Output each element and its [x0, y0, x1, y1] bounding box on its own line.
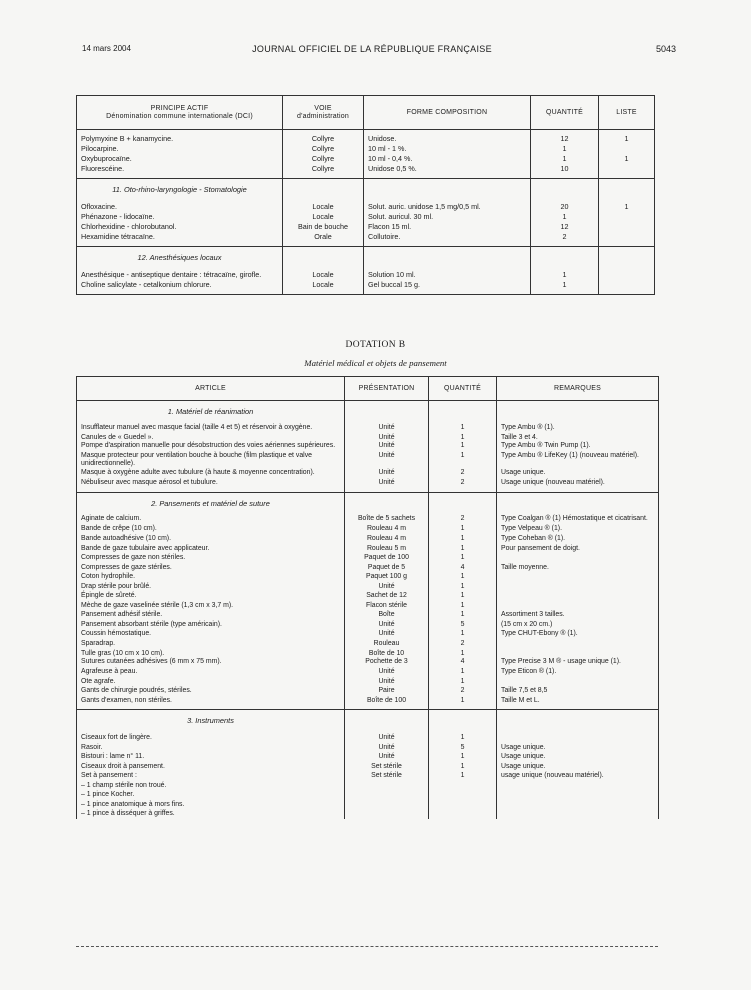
remarques-cell: Taille 3 et 4.	[497, 433, 659, 443]
article-cell: Sutures cutanées adhésives (6 mm x 75 mm).	[77, 658, 345, 667]
article-cell: – 1 pince Kocher.	[77, 790, 345, 800]
dotation-title: DOTATION B	[345, 340, 406, 350]
table-row	[77, 544, 659, 554]
presentation-cell	[345, 809, 429, 819]
article-cell: Nébuliseur avec masque aérosol et tubulure.	[77, 478, 345, 488]
remarques-cell: Usage unique.	[497, 469, 659, 478]
empty-cell	[345, 710, 429, 733]
table-row	[77, 610, 659, 620]
voie-cell: Locale	[283, 270, 364, 280]
remarques-cell	[497, 582, 659, 592]
empty-cell	[531, 247, 599, 271]
table-row	[77, 424, 659, 433]
table-row	[77, 658, 659, 667]
liste-cell	[599, 280, 655, 290]
table-row	[77, 232, 655, 242]
article-cell: Bande de crêpe (10 cm).	[77, 524, 345, 534]
section-row	[77, 710, 659, 733]
quantite-cell: 1	[429, 524, 497, 534]
presentation-cell: Boîte de 5 sachets	[345, 515, 429, 524]
col-forme: FORME COMPOSITION	[364, 96, 531, 130]
remarques-cell: Type Ambu ® LifeKey (1) (nouveau matériel).	[497, 452, 659, 469]
principe-cell: Choline salicylate - cetalkonium chlorure.	[77, 280, 283, 290]
table-row	[77, 809, 659, 819]
remarques-cell: Taille moyenne.	[497, 563, 659, 573]
remarques-cell	[497, 639, 659, 649]
table-row	[77, 534, 659, 544]
section-title-anesthesiques: 12. Anesthésiques locaux	[77, 247, 283, 271]
article-cell: Drap stérile pour brûlé.	[77, 582, 345, 592]
table-row	[77, 563, 659, 573]
quantite-cell: 1	[429, 677, 497, 687]
forme-cell: Collutoire.	[364, 232, 531, 242]
forme-cell: Unidose.	[364, 134, 531, 144]
table-row	[77, 452, 659, 469]
voie-cell: Locale	[283, 202, 364, 212]
principe-cell: Fluorescéine.	[77, 164, 283, 174]
empty-cell	[345, 492, 429, 515]
forme-cell: 10 ml - 0,4 %.	[364, 154, 531, 164]
presentation-cell	[345, 790, 429, 800]
remarques-cell: Usage unique.	[497, 752, 659, 762]
remarques-cell: usage unique (nouveau matériel).	[497, 771, 659, 781]
table-row	[77, 202, 655, 212]
article-cell: – 1 champ stérile non troué.	[77, 781, 345, 791]
table-row	[77, 478, 659, 488]
presentation-cell: Rouleau 4 m	[345, 534, 429, 544]
table-row	[77, 270, 655, 280]
principe-cell: Polymyxine B + kanamycine.	[77, 134, 283, 144]
col-remarques: REMARQUES	[497, 377, 659, 401]
empty-cell	[599, 290, 655, 295]
quantite-cell: 2	[429, 515, 497, 524]
presentation-cell: Boîte de 100	[345, 696, 429, 706]
quantite-cell: 1	[429, 733, 497, 743]
empty-cell	[497, 710, 659, 733]
liste-cell	[599, 232, 655, 242]
dotation-subtitle: Matériel médical et objets de pansement	[304, 358, 447, 368]
quantite-cell: 1	[429, 433, 497, 443]
empty-cell	[429, 710, 497, 733]
article-cell: Pansement adhésif stérile.	[77, 610, 345, 620]
empty-cell	[283, 179, 364, 203]
table-row	[77, 649, 659, 659]
quantite-cell: 1	[429, 762, 497, 772]
article-cell: – 1 pince anatomique à mors fins.	[77, 800, 345, 810]
section-title-reanimation: 1. Matériel de réanimation	[77, 401, 345, 424]
remarques-cell: Taille 7,5 et 8,5	[497, 686, 659, 696]
presentation-cell: Unité	[345, 424, 429, 433]
quantite-cell: 20	[531, 202, 599, 212]
section-title-pansements: 2. Pansements et matériel de suture	[77, 492, 345, 515]
voie-cell: Collyre	[283, 144, 364, 154]
presentation-cell: Unité	[345, 442, 429, 451]
presentation-cell: Unité	[345, 743, 429, 753]
remarques-cell: Type Eticon ® (1).	[497, 667, 659, 677]
article-cell: Pompe d'aspiration manuelle pour désobstruction des voies aériennes supérieures.	[77, 442, 345, 451]
table-row	[77, 222, 655, 232]
medication-table	[76, 95, 655, 295]
remarques-cell: Type Coheban ® (1).	[497, 534, 659, 544]
quantite-cell: 1	[429, 752, 497, 762]
presentation-cell: Boîte	[345, 610, 429, 620]
article-cell: Ciseaux fort de lingère.	[77, 733, 345, 743]
voie-cell: Locale	[283, 212, 364, 222]
presentation-cell: Rouleau	[345, 639, 429, 649]
empty-cell	[429, 401, 497, 424]
quantite-cell: 1	[429, 591, 497, 601]
quantite-cell: 1	[531, 280, 599, 290]
remarques-cell	[497, 601, 659, 611]
table-row	[77, 639, 659, 649]
table-row	[77, 212, 655, 222]
spacer-row	[77, 290, 655, 295]
liste-cell	[599, 164, 655, 174]
quantite-cell: 1	[429, 771, 497, 781]
section-row	[77, 179, 655, 203]
article-cell: Ote agrafe.	[77, 677, 345, 687]
presentation-cell: Unité	[345, 452, 429, 469]
table-row	[77, 667, 659, 677]
table-row	[77, 790, 659, 800]
forme-cell: Flacon 15 ml.	[364, 222, 531, 232]
presentation-cell: Pochette de 3	[345, 658, 429, 667]
table-row	[77, 686, 659, 696]
article-cell: Ciseaux droit à pansement.	[77, 762, 345, 772]
page-date: 14 mars 2004	[82, 44, 131, 53]
quantite-cell: 1	[429, 553, 497, 563]
table-row	[77, 696, 659, 706]
article-cell: Coussin hémostatique.	[77, 629, 345, 639]
article-cell: Tulle gras (10 cm x 10 cm).	[77, 649, 345, 659]
presentation-cell: Unité	[345, 677, 429, 687]
quantite-cell: 1	[429, 452, 497, 469]
presentation-cell: Unité	[345, 478, 429, 488]
quantite-cell: 4	[429, 658, 497, 667]
page-header	[82, 44, 676, 56]
principe-cell: Pilocarpine.	[77, 144, 283, 154]
article-cell: Mèche de gaze vaselinée stérile (1,3 cm x 3,7 m).	[77, 601, 345, 611]
quantite-cell: 1	[429, 534, 497, 544]
quantite-cell	[429, 800, 497, 810]
presentation-cell: Unité	[345, 667, 429, 677]
table-row	[77, 601, 659, 611]
section-row	[77, 401, 659, 424]
liste-cell	[599, 144, 655, 154]
empty-cell	[531, 179, 599, 203]
empty-cell	[364, 179, 531, 203]
principe-cell: Hexamidine tétracaïne.	[77, 232, 283, 242]
quantite-cell: 2	[429, 478, 497, 488]
remarques-cell	[497, 553, 659, 563]
table-row	[77, 134, 655, 144]
col-liste: LISTE	[599, 96, 655, 130]
quantite-cell: 5	[429, 620, 497, 630]
quantite-cell: 1	[531, 270, 599, 280]
empty-cell	[497, 401, 659, 424]
table-row	[77, 154, 655, 164]
remarques-cell: (15 cm x 20 cm.)	[497, 620, 659, 630]
article-cell: Compresses de gaze non stériles.	[77, 553, 345, 563]
table-row	[77, 524, 659, 534]
voie-cell: Collyre	[283, 154, 364, 164]
remarques-cell	[497, 800, 659, 810]
remarques-cell: Taille M et L.	[497, 696, 659, 706]
table-row	[77, 515, 659, 524]
quantite-cell: 2	[429, 639, 497, 649]
article-cell: Aginate de calcium.	[77, 515, 345, 524]
table-row	[77, 469, 659, 478]
article-cell: Masque à oxygène adulte avec tubulure (à haute & moyenne concentration).	[77, 469, 345, 478]
presentation-cell: Set stérile	[345, 771, 429, 781]
article-cell: Canules de « Guedel ».	[77, 433, 345, 443]
empty-cell	[364, 247, 531, 271]
article-cell: Set à pansement :	[77, 771, 345, 781]
voie-cell: Locale	[283, 280, 364, 290]
quantite-cell	[429, 790, 497, 800]
forme-cell: Unidose 0,5 %.	[364, 164, 531, 174]
table-row	[77, 164, 655, 174]
empty-cell	[77, 290, 283, 295]
table-row	[77, 629, 659, 639]
remarques-cell: Usage unique (nouveau matériel).	[497, 478, 659, 488]
quantite-cell	[429, 809, 497, 819]
table-row	[77, 280, 655, 290]
presentation-cell: Rouleau 5 m	[345, 544, 429, 554]
table-row	[77, 442, 659, 451]
table-row	[77, 800, 659, 810]
forme-cell: Gel buccal 15 g.	[364, 280, 531, 290]
liste-cell: 1	[599, 202, 655, 212]
table-row	[77, 620, 659, 630]
quantite-cell	[429, 781, 497, 791]
empty-cell	[599, 247, 655, 271]
remarques-cell: Assortiment 3 tailles.	[497, 610, 659, 620]
article-cell: – 1 pince à disséquer à griffes.	[77, 809, 345, 819]
quantite-cell: 4	[429, 563, 497, 573]
voie-cell: Collyre	[283, 164, 364, 174]
presentation-cell: Rouleau 4 m	[345, 524, 429, 534]
empty-cell	[283, 247, 364, 271]
liste-cell	[599, 212, 655, 222]
section-title-orl: 11. Oto-rhino-laryngologie - Stomatologie	[77, 179, 283, 203]
quantite-cell: 1	[531, 144, 599, 154]
forme-cell: Solut. auric. unidose 1,5 mg/0,5 ml.	[364, 202, 531, 212]
table-row	[77, 781, 659, 791]
presentation-cell: Boîte de 10	[345, 649, 429, 659]
presentation-cell: Paquet de 5	[345, 563, 429, 573]
remarques-cell: Type CHUT-Ebony ® (1).	[497, 629, 659, 639]
table-row	[77, 144, 655, 154]
table-row	[77, 572, 659, 582]
article-cell: Coton hydrophile.	[77, 572, 345, 582]
forme-cell: 10 ml - 1 %.	[364, 144, 531, 154]
article-cell: Bistouri : lame n° 11.	[77, 752, 345, 762]
remarques-cell	[497, 677, 659, 687]
col-article: ARTICLE	[77, 377, 345, 401]
presentation-cell: Unité	[345, 469, 429, 478]
quantite-cell: 1	[531, 154, 599, 164]
voie-cell: Bain de bouche	[283, 222, 364, 232]
journal-title: JOURNAL OFFICIEL DE LA RÉPUBLIQUE FRANÇAISE	[252, 44, 492, 54]
quantite-cell: 1	[429, 424, 497, 433]
presentation-cell: Unité	[345, 433, 429, 443]
article-cell: Sparadrap.	[77, 639, 345, 649]
quantite-cell: 1	[429, 629, 497, 639]
quantite-cell: 1	[429, 442, 497, 451]
page-number: 5043	[655, 44, 676, 54]
table-row	[77, 553, 659, 563]
header-principe-line1: PRINCIPE ACTIF	[150, 104, 209, 112]
article-cell: Agrafeuse à peau.	[77, 667, 345, 677]
presentation-cell: Unité	[345, 629, 429, 639]
quantite-cell: 12	[531, 222, 599, 232]
voie-cell: Orale	[283, 232, 364, 242]
presentation-cell	[345, 800, 429, 810]
quantite-cell: 2	[429, 469, 497, 478]
col-quantite-b: QUANTITÉ	[429, 377, 497, 401]
table-row	[77, 762, 659, 772]
table-row	[77, 771, 659, 781]
remarques-cell: Type Coalgan ® (1) Hémostatique et cicatrisant.	[497, 515, 659, 524]
table-row	[77, 591, 659, 601]
presentation-cell: Unité	[345, 752, 429, 762]
table-row	[77, 743, 659, 753]
principe-cell: Oxybuprocaïne.	[77, 154, 283, 164]
quantite-cell: 1	[429, 601, 497, 611]
principe-cell: Phénazone - lidocaïne.	[77, 212, 283, 222]
remarques-cell	[497, 591, 659, 601]
materiel-table	[76, 376, 659, 819]
forme-cell: Solution 10 ml.	[364, 270, 531, 280]
quantite-cell: 1	[429, 582, 497, 592]
remarques-cell: Type Ambu ® (1).	[497, 424, 659, 433]
remarques-cell: Usage unique.	[497, 743, 659, 753]
section-row	[77, 247, 655, 271]
table-row	[77, 582, 659, 592]
header-voie-line2: d'administration	[296, 112, 349, 120]
col-presentation: PRÉSENTATION	[345, 377, 429, 401]
presentation-cell: Unité	[345, 582, 429, 592]
section-row	[77, 492, 659, 515]
presentation-cell: Flacon stérile	[345, 601, 429, 611]
quantite-cell: 1	[429, 696, 497, 706]
remarques-cell	[497, 790, 659, 800]
quantite-cell: 1	[531, 212, 599, 222]
col-principe-actif	[77, 96, 283, 130]
article-cell: Bande autoadhésive (10 cm).	[77, 534, 345, 544]
section-title-instruments: 3. Instruments	[77, 710, 345, 733]
quantite-cell: 1	[429, 610, 497, 620]
remarques-cell: Type Precise 3 M ® - usage unique (1).	[497, 658, 659, 667]
col-voie	[283, 96, 364, 130]
presentation-cell	[345, 781, 429, 791]
quantite-cell: 12	[531, 134, 599, 144]
presentation-cell: Paire	[345, 686, 429, 696]
presentation-cell: Sachet de 12	[345, 591, 429, 601]
remarques-cell: Type Velpeau ® (1).	[497, 524, 659, 534]
remarques-cell	[497, 781, 659, 791]
quantite-cell: 1	[429, 649, 497, 659]
remarques-cell	[497, 809, 659, 819]
article-cell: Pansement absorbant stérile (type américain).	[77, 620, 345, 630]
presentation-cell: Paquet de 100	[345, 553, 429, 563]
forme-cell: Solut. auricul. 30 ml.	[364, 212, 531, 222]
remarques-cell	[497, 572, 659, 582]
empty-cell	[429, 492, 497, 515]
quantite-cell: 1	[429, 667, 497, 677]
remarques-cell	[497, 649, 659, 659]
remarques-cell: Pour pansement de doigt.	[497, 544, 659, 554]
principe-cell: Ofloxacine.	[77, 202, 283, 212]
quantite-cell: 1	[429, 572, 497, 582]
header-voie-line1: VOIE	[314, 104, 332, 112]
quantite-cell: 1	[429, 544, 497, 554]
voie-cell: Collyre	[283, 134, 364, 144]
quantite-cell: 5	[429, 743, 497, 753]
remarques-cell: Type Ambu ® Twin Pump (1).	[497, 442, 659, 451]
table-row	[77, 733, 659, 743]
article-cell: Insufflateur manuel avec masque facial (taille 4 et 5) et réservoir à oxygène.	[77, 424, 345, 433]
liste-cell: 1	[599, 154, 655, 164]
table-row	[77, 677, 659, 687]
col-quantite: QUANTITÉ	[531, 96, 599, 130]
table-row	[77, 752, 659, 762]
remarques-cell	[497, 733, 659, 743]
remarques-cell: Usage unique.	[497, 762, 659, 772]
article-cell: Masque protecteur pour ventilation bouche à bouche (film plastique et valve unidirectionnelle).	[77, 452, 345, 469]
quantite-cell: 2	[531, 232, 599, 242]
article-cell: Gants d'examen, non stériles.	[77, 696, 345, 706]
principe-cell: Chlorhexidine - chlorobutanol.	[77, 222, 283, 232]
liste-cell	[599, 270, 655, 280]
quantite-cell: 2	[429, 686, 497, 696]
table-row	[77, 433, 659, 443]
liste-cell	[599, 222, 655, 232]
presentation-cell: Paquet 100 g	[345, 572, 429, 582]
quantite-cell: 10	[531, 164, 599, 174]
empty-cell	[497, 492, 659, 515]
empty-cell	[599, 179, 655, 203]
article-cell: Épingle de sûreté.	[77, 591, 345, 601]
article-cell: Bande de gaze tubulaire avec applicateur.	[77, 544, 345, 554]
article-cell: Gants de chirurgie poudrés, stériles.	[77, 686, 345, 696]
presentation-cell: Unité	[345, 620, 429, 630]
presentation-cell: Unité	[345, 733, 429, 743]
presentation-cell: Set stérile	[345, 762, 429, 772]
article-cell: Compresses de gaze stériles.	[77, 563, 345, 573]
principe-cell: Anesthésique - antiseptique dentaire : tétracaïne, girofle.	[77, 270, 283, 280]
liste-cell: 1	[599, 134, 655, 144]
header-principe-line2: Dénomination commune internationale (DCI)	[106, 112, 253, 120]
empty-cell	[345, 401, 429, 424]
empty-cell	[531, 290, 599, 295]
article-cell: Rasoir.	[77, 743, 345, 753]
empty-cell	[364, 290, 531, 295]
continuation-rule	[76, 946, 658, 947]
empty-cell	[283, 290, 364, 295]
